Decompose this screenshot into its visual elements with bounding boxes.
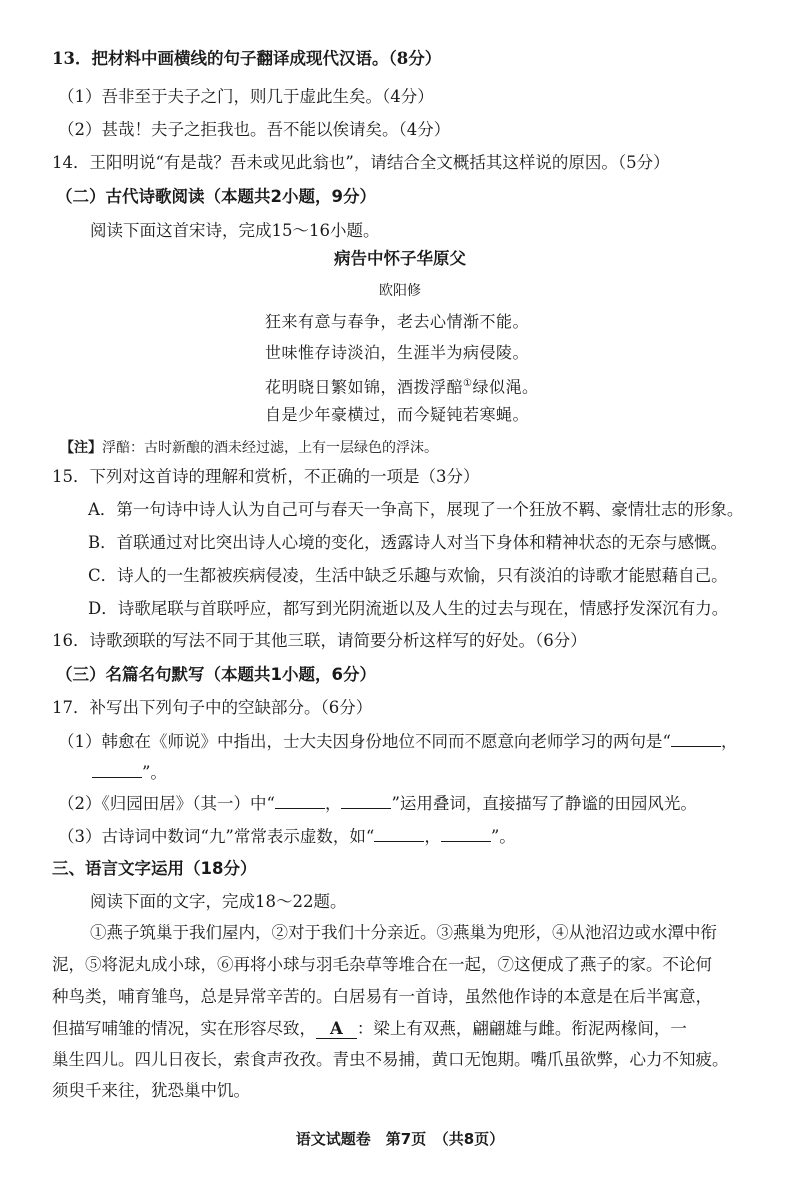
q17-sub2: （2）《归园田居》（其一）中“ ， ”运用叠词，直接描写了静谧的田园风光。 [58, 794, 697, 813]
answer-blank[interactable] [671, 730, 721, 747]
passage-line-6: 须臾千来往，犹恐巢中饥。 [52, 1081, 250, 1100]
q17-sub1-line2: ”。 [92, 761, 167, 784]
poem-note [60, 437, 438, 459]
q17-sub2-text: （2）《归园田居》（其一）中“ [58, 794, 275, 813]
answer-blank[interactable] [374, 825, 424, 842]
q17-sub3-text: （3）古诗词中数词“九”常常表示虚数，如“ [58, 827, 375, 846]
poem-title: 病告中怀子华原父 [334, 249, 466, 268]
q15-option-a: A．第一句诗中诗人认为自己可与春天一争高下，展现了一个狂放不羁、豪情壮志的形象。 [88, 500, 744, 519]
passage-line-5: 巢生四儿。四儿日夜长，索食声孜孜。青虫不易捕，黄口无饱期。嘴爪虽欲弊，心力不知疲。 [52, 1050, 729, 1069]
page-footer: 语文试题卷 第7页 （共8页） [295, 1130, 505, 1148]
q13-sub1: （1）吾非至于夫子之门，则几于虚此生矣。（4分） [58, 87, 434, 106]
passage-line-3: 种鸟类，哺育雏鸟，总是异常辛苦的。白居易有一首诗，虽然他作诗的本意是在后半寓意， [52, 987, 712, 1006]
poem-line-3-part-a: 花明晓日繁如锦，酒拨浮醅 [265, 377, 464, 397]
poem-line-3 [265, 373, 539, 398]
answer-blank[interactable] [92, 761, 142, 778]
section-2-intro: 阅读下面这首宋诗，完成15～16小题。 [90, 221, 380, 240]
q13-sub2: （2）甚哉！夫子之拒我也。吾不能以俟请矣。（4分） [58, 120, 451, 139]
q15-option-c: C．诗人的一生都被疾病侵凌，生活中缺乏乐趣与欢愉，只有淡泊的诗歌才能慰藉自己。 [88, 566, 728, 585]
q16-stem: 16．诗歌颈联的写法不同于其他三联，请简要分析这样写的好处。（6分） [52, 631, 587, 650]
q17-sub1-line1: （1）韩愈在《师说》中指出，士大夫因身份地位不同而不愿意向老师学习的两句是“ ， [58, 732, 738, 751]
part-3-heading: 三、语言文字运用（18分） [52, 859, 257, 878]
poem-line-4: 自是少年豪横过，而今疑钝若寒蝇。 [265, 405, 530, 424]
answer-blank[interactable] [275, 792, 325, 809]
poem-line-1: 狂来有意与春争，老去心情渐不能。 [265, 312, 530, 331]
section-3-heading: （三）名篇名句默写（本题共1小题，6分） [56, 665, 376, 684]
answer-blank[interactable] [341, 792, 391, 809]
note-text: 浮醅：古时新酿的酒未经过滤，上有一层绿色的浮沫。 [102, 440, 438, 456]
part-3-intro: 阅读下面的文字，完成18～22题。 [90, 892, 347, 911]
section-2-heading: （二）古代诗歌阅读（本题共2小题，9分） [56, 187, 376, 206]
blank-a-label: A [316, 1019, 357, 1039]
passage-line-2: 泥，⑤将泥丸成小球，⑥再将小球与羽毛杂草等堆合在一起，⑦这便成了燕子的家。不论何 [52, 955, 712, 974]
passage-line-4-part-b: ：梁上有双燕，翩翩雄与雌。衔泥两椽间，一 [356, 1019, 687, 1038]
answer-blank[interactable] [441, 825, 491, 842]
passage-line-4-part-a: 但描写哺雏的情况，实在形容尽致， [52, 1019, 316, 1038]
poem-line-3-part-b: 绿似渑。 [472, 377, 539, 397]
q15-stem: 15．下列对这首诗的理解和赏析，不正确的一项是（3分） [52, 467, 480, 486]
q15-option-b: B．首联通过对比突出诗人心境的变化，透露诗人对当下身体和精神状态的无奈与感慨。 [88, 533, 728, 552]
q17-sub1-text: （1）韩愈在《师说》中指出，士大夫因身份地位不同而不愿意向老师学习的两句是“ [58, 732, 671, 751]
q15-option-d: D．诗歌尾联与首联呼应，都写到光阴流逝以及人生的过去与现在，情感抒发深沉有力。 [88, 599, 729, 618]
poem-line-2: 世味惟存诗淡泊，生涯半为病侵陵。 [265, 343, 530, 362]
q14-stem: 14．王阳明说“有是哉？吾未或见此翁也”，请结合全文概括其这样说的原因。（5分） [52, 153, 670, 172]
footnote-marker: ① [463, 378, 473, 389]
q13-stem: 13．把材料中画横线的句子翻译成现代汉语。（8分） [52, 49, 442, 68]
q17-stem: 17．补写出下列句子中的空缺部分。（6分） [52, 698, 373, 717]
q17-sub2-tail: ”运用叠词，直接描写了静谧的田园风光。 [391, 794, 697, 813]
q17-sub3: （3）古诗词中数词“九”常常表示虚数，如“ ， ”。 [58, 827, 516, 846]
note-label: 【注】 [60, 440, 102, 456]
passage-line-1: ①燕子筑巢于我们屋内，②对于我们十分亲近。③燕巢为兜形，④从池沼边或水潭中衔 [90, 923, 717, 942]
passage-line-4 [52, 1018, 687, 1040]
poem-author: 欧阳修 [379, 283, 421, 299]
